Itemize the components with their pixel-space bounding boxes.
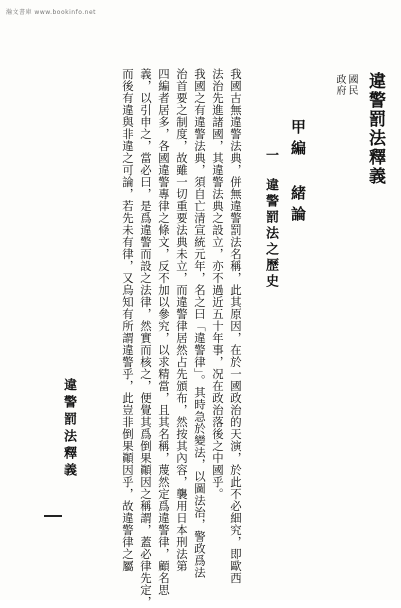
part-title: 緒論 <box>289 185 307 227</box>
publisher-line-1: 國民 <box>346 74 357 96</box>
body-text-line: 四編者居多，各國違警專律之條文，反不加以參究，以求精當，且其名稱，蔑然定爲違警律，顧名思 <box>157 68 171 596</box>
section-number: 一 <box>263 148 278 161</box>
body-text-line: 義，以引申之，當必曰，是爲違警而設之法律，然實而核之，便覺其爲倒果顚因之稱謂，蓋必律先定， <box>139 68 153 608</box>
body-text-line: 我國古無違警法典，併無違警罰法名稱，此其原因，在於一國政治的天演，於此不必細究，即歐西 <box>229 68 243 584</box>
body-text-line: 法治先進諸國，其違警法典之設立，亦不過近五十年事，况在政治落後之中國乎。 <box>211 68 225 500</box>
section-title: 違警罰法之歷史 <box>263 178 278 290</box>
page-number <box>44 515 62 517</box>
body-text-line: 治首要之制度，故雖一切重要法典未立，而違警律居然占先頒布，然按其內容，襲用日本刑法第 <box>175 68 189 572</box>
running-publisher <box>333 74 357 96</box>
footer-title: 違警罰法釋義 <box>61 378 76 480</box>
publisher-line-2: 政府 <box>334 74 345 96</box>
part-heading: 甲編 <box>289 119 307 161</box>
body-text-line: 我國之有違警法典，須自亡清宣統元年，名之曰「違警律」。其時急於變法，以圖法治，警政爲法 <box>193 68 207 579</box>
body-text-line: 而後有違與非違之可論，若先未有律，又烏知有所謂違警乎，此豈非倒果顚因乎，故違警律之屬 <box>121 68 135 572</box>
running-title: 違警罰法釋義 <box>365 72 385 186</box>
watermark-text: 瀚文書庫 www.bookinfo.net <box>6 9 97 16</box>
